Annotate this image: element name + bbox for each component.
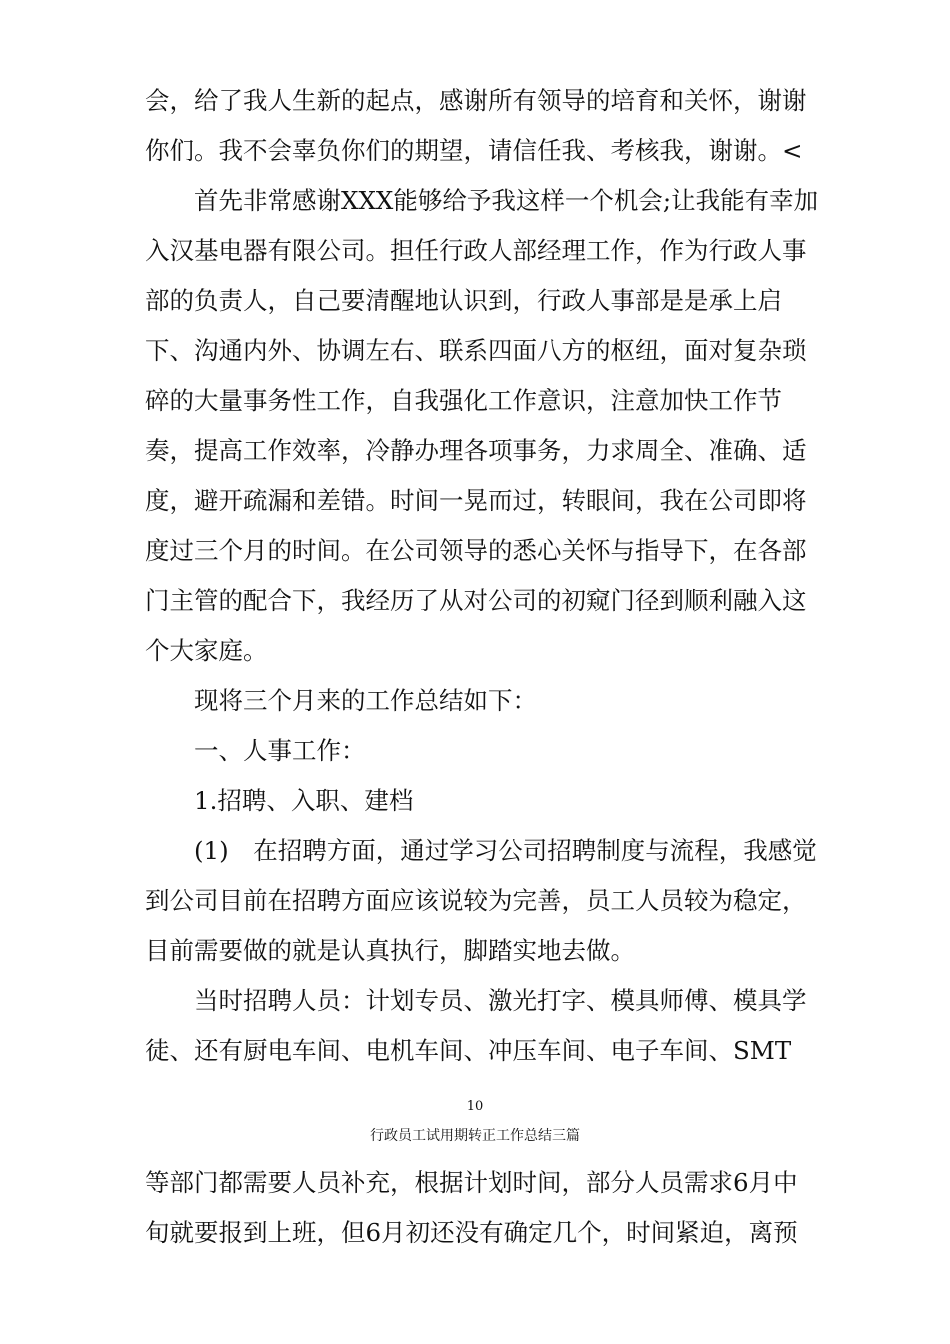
text-line: 度，避开疏漏和差错。时间一晃而过，转眼间，我在公司即将: [145, 486, 807, 515]
text-line: 会，给了我人生新的起点，感谢所有领导的培育和关怀，谢谢: [145, 86, 807, 115]
paragraph-start: 现将三个月来的工作总结如下：: [194, 686, 537, 715]
text-line: 旬就要报到上班，但6月初还没有确定几个，时间紧迫，离预: [145, 1218, 798, 1247]
paragraph-start: (1) 在招聘方面，通过学习公司招聘制度与流程，我感觉: [194, 836, 817, 865]
text-line: 等部门都需要人员补充，根据计划时间，部分人员需求6月中: [145, 1168, 798, 1197]
text-line: 个大家庭。: [145, 636, 268, 665]
text-line: 入汉基电器有限公司。担任行政人部经理工作，作为行政人事: [145, 236, 807, 265]
text-line: 徒、还有厨电车间、电机车间、冲压车间、电子车间、SMT: [145, 1036, 792, 1065]
text-line: 碎的大量事务性工作，自我强化工作意识，注意加快工作节: [145, 386, 782, 415]
paragraph-start: 当时招聘人员：计划专员、激光打字、模具师傅、模具学: [194, 986, 807, 1015]
text-line: 部的负责人，自己要清醒地认识到，行政人事部是是承上启: [145, 286, 782, 315]
text-line: 度过三个月的时间。在公司领导的悉心关怀与指导下，在各部: [145, 536, 807, 565]
section-heading: 一、人事工作：: [194, 736, 366, 765]
text-line: 你们。我不会辜负你们的期望，请信任我、考核我，谢谢。<: [145, 136, 803, 165]
page-number: 10: [466, 1099, 484, 1114]
footer-doc-title: 行政员工试用期转正工作总结三篇: [370, 1128, 580, 1144]
text-line: 奏，提高工作效率，冷静办理各项事务，力求周全、准确、适: [145, 436, 807, 465]
paragraph-start: 首先非常感谢XXX能够给予我这样一个机会;让我能有幸加: [194, 186, 819, 215]
text-line: 到公司目前在招聘方面应该说较为完善，员工人员较为稳定，: [145, 886, 807, 915]
subsection-heading: 1.招聘、入职、建档: [194, 786, 414, 815]
text-line: 下、沟通内外、协调左右、联系四面八方的枢纽，面对复杂琐: [145, 336, 807, 365]
text-line: 门主管的配合下，我经历了从对公司的初窥门径到顺利融入这: [145, 586, 807, 615]
text-line: 目前需要做的就是认真执行，脚踏实地去做。: [145, 936, 635, 965]
